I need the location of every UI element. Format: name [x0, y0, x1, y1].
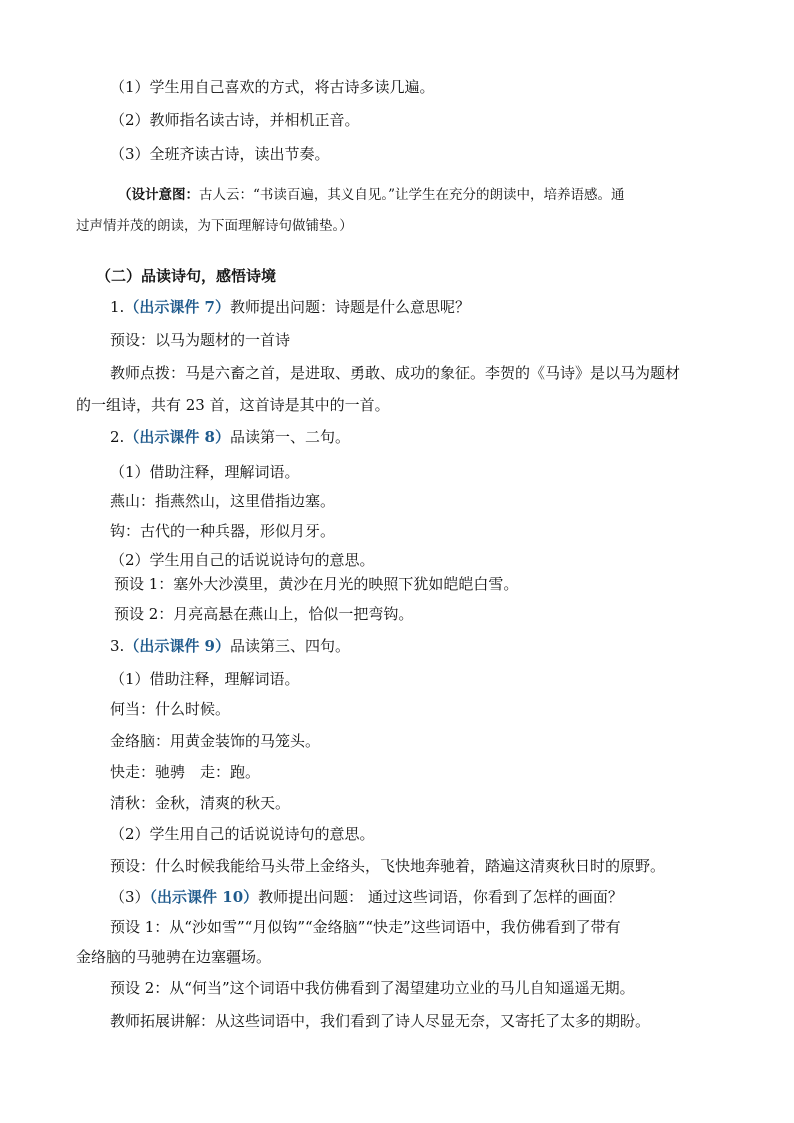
courseware-tag: （出示课件 7）	[124, 298, 230, 316]
paragraph-line	[110, 978, 635, 998]
line-text: 教师提出问题：诗题是什么意思呢？	[229, 298, 470, 316]
line-text: 清秋：金秋，清爽的秋天。	[110, 794, 291, 812]
line-text: 何当：什么时候。	[110, 700, 231, 718]
line-text: 过声情并茂的朗读，为下面理解诗句做铺垫。）	[76, 218, 353, 234]
line-text: 预设 2：从“何当”这个词语中我仿佛看到了渴望建功立业的马儿自知遥遥无期。	[110, 979, 635, 997]
paragraph-line	[110, 669, 300, 689]
line-text: 的一组诗，共有 23 首，这首诗是其中的一首。	[76, 396, 390, 414]
paragraph-line	[110, 427, 350, 447]
paragraph-line	[110, 550, 375, 570]
line-text: （1）借助注释，理解词语。	[110, 670, 300, 688]
paragraph-line	[110, 77, 435, 97]
line-text: 金络脑的马驰骋在边塞疆场。	[76, 948, 272, 966]
design-intent-label: （设计意图：	[118, 187, 199, 203]
line-text: 教师提出问题： 通过这些词语，你看到了怎样的画面？	[258, 888, 623, 906]
line-number: （3）	[110, 888, 150, 906]
line-text: 快走：驰骋 走：跑。	[110, 763, 261, 781]
line-text: 教师拓展讲解：从这些词语中，我们看到了诗人尽显无奈，又寄托了太多的期盼。	[110, 1012, 651, 1030]
paragraph-line	[76, 947, 271, 967]
paragraph-line	[110, 636, 350, 656]
line-text: 古人云：“书读百遍，其义自见。”让学生在充分的朗读中，培养语感。通	[199, 187, 625, 203]
design-intent-line	[76, 216, 353, 236]
paragraph-line	[110, 491, 335, 511]
line-text: （2）教师指名读古诗，并相机正音。	[110, 111, 360, 129]
line-text: （1）借助注释，理解词语。	[110, 463, 300, 481]
paragraph-line	[110, 297, 470, 317]
paragraph-line	[114, 604, 413, 624]
paragraph-line	[110, 887, 623, 907]
line-number: 3.	[110, 637, 125, 655]
paragraph-line	[76, 395, 390, 415]
paragraph-line	[110, 917, 621, 937]
line-text: 预设 1：塞外大沙漠里，黄沙在月光的映照下犹如皑皑白雪。	[114, 575, 519, 593]
line-text: （3）全班齐读古诗，读出节奏。	[110, 145, 330, 163]
line-text: 预设 1：从“沙如雪”“月似钩”“金络脑”“快走”这些词语中，我仿佛看到了带有	[110, 918, 621, 936]
paragraph-line	[110, 363, 680, 383]
paragraph-line	[110, 1011, 650, 1031]
line-text: 教师点拨：马是六畜之首，是进取、勇敢、成功的象征。李贺的《马诗》是以马为题材	[110, 364, 681, 382]
line-text: 金络脑：用黄金装饰的马笼头。	[110, 732, 321, 750]
section-heading	[96, 266, 276, 286]
courseware-tag: （出示课件 10）	[149, 888, 259, 906]
courseware-tag: （出示课件 8）	[124, 428, 230, 446]
paragraph-line	[110, 793, 290, 813]
paragraph-line	[110, 330, 290, 350]
paragraph-line	[110, 824, 375, 844]
line-text: 预设：以马为题材的一首诗	[110, 331, 291, 349]
line-text: 品读第一、二句。	[229, 428, 350, 446]
paragraph-line	[110, 856, 665, 876]
line-text: （二）品读诗句，感悟诗境	[96, 267, 277, 285]
line-text: （1）学生用自己喜欢的方式，将古诗多读几遍。	[110, 78, 435, 96]
line-text: 燕山：指燕然山，这里借指边塞。	[110, 492, 336, 510]
line-number: 1.	[110, 298, 125, 316]
line-text: （2）学生用自己的话说说诗句的意思。	[110, 825, 375, 843]
paragraph-line	[110, 110, 360, 130]
line-text: 品读第三、四句。	[229, 637, 350, 655]
line-number: 2.	[110, 428, 125, 446]
line-text: 预设 2：月亮高悬在燕山上，恰似一把弯钩。	[114, 605, 414, 623]
courseware-tag: （出示课件 9）	[124, 637, 230, 655]
paragraph-line	[110, 462, 300, 482]
line-text: （2）学生用自己的话说说诗句的意思。	[110, 551, 375, 569]
paragraph-line	[110, 699, 230, 719]
paragraph-line	[110, 731, 320, 751]
design-intent-line	[118, 185, 625, 205]
paragraph-line	[114, 574, 518, 594]
paragraph-line	[110, 144, 330, 164]
line-text: 预设：什么时候我能给马头带上金络头，飞快地奔驰着，踏遍这清爽秋日时的原野。	[110, 857, 666, 875]
paragraph-line	[110, 762, 260, 782]
line-text: 钩：古代的一种兵器，形似月牙。	[110, 522, 336, 540]
paragraph-line	[110, 521, 335, 541]
